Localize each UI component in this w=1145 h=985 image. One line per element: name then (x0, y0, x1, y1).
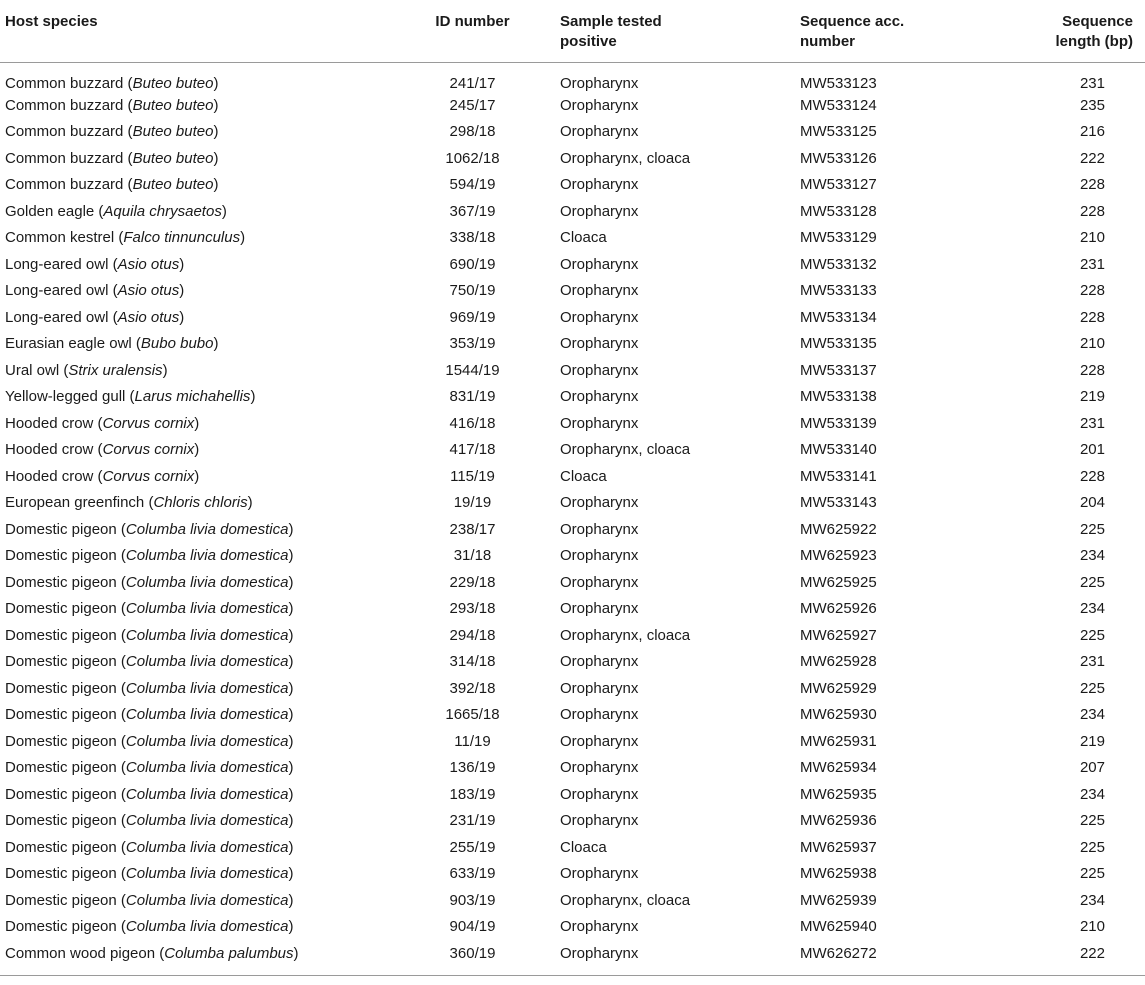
id-number-cell: 314/18 (449, 653, 496, 671)
table-row (0, 702, 1145, 729)
table-row (0, 596, 1145, 623)
id-number-cell: 904/19 (449, 918, 496, 936)
accession-cell: MW533124 (800, 96, 877, 114)
id-number-cell: 183/19 (449, 785, 496, 803)
id-number-cell: 750/19 (449, 282, 496, 300)
accession-cell: MW533135 (800, 335, 877, 353)
latin-name: Larus michahellis (134, 388, 251, 406)
length-cell: 231 (1079, 414, 1105, 432)
length-cell: 210 (1079, 918, 1105, 936)
sample-cell: Oropharynx (560, 520, 639, 538)
length-cell: 228 (1079, 361, 1105, 379)
latin-name: Columba livia domestica (125, 785, 289, 803)
host-species-cell: Long-eared owl (Asio otus) (5, 308, 185, 326)
length-cell: 204 (1079, 494, 1105, 512)
accession-cell: MW625936 (800, 812, 877, 830)
sample-cell: Oropharynx (560, 812, 639, 830)
latin-name: Buteo buteo (132, 176, 214, 194)
table-row (0, 649, 1145, 676)
sample-cell: Oropharynx (560, 759, 639, 777)
latin-name: Corvus cornix (102, 441, 195, 459)
table-row (0, 517, 1145, 544)
host-species-cell: Domestic pigeon (Columba livia domestica) (5, 706, 294, 724)
accession-cell: MW625923 (800, 547, 877, 565)
header-row (0, 0, 1145, 62)
length-cell: 225 (1079, 838, 1105, 856)
host-species-cell: Yellow-legged gull (Larus michahellis) (5, 388, 256, 406)
accession-cell: MW625930 (800, 706, 877, 724)
accession-cell: MW625928 (800, 653, 877, 671)
id-number-cell: 255/19 (449, 838, 496, 856)
header-host-species: Host species (5, 13, 98, 30)
length-cell: 210 (1079, 335, 1105, 353)
accession-cell: MW533133 (800, 282, 877, 300)
latin-name: Chloris chloris (153, 494, 248, 512)
id-number-cell: 19/19 (453, 494, 492, 512)
latin-name: Columba livia domestica (125, 547, 289, 565)
id-number-cell: 229/18 (449, 573, 496, 591)
host-species-cell: Domestic pigeon (Columba livia domestica) (5, 918, 294, 936)
id-number-cell: 338/18 (449, 229, 496, 247)
table-row (0, 411, 1145, 438)
table-row (0, 93, 1145, 120)
table-row (0, 172, 1145, 199)
host-species-cell: Domestic pigeon (Columba livia domestica) (5, 732, 294, 750)
length-cell: 234 (1079, 785, 1105, 803)
length-cell: 216 (1079, 123, 1105, 141)
latin-name: Bubo bubo (140, 335, 214, 353)
host-species-cell: Common buzzard (Buteo buteo) (5, 149, 219, 167)
table-row (0, 914, 1145, 941)
table-row (0, 623, 1145, 650)
id-number-cell: 1544/19 (445, 361, 500, 379)
latin-name: Buteo buteo (132, 74, 214, 92)
sample-cell: Oropharynx, cloaca (560, 149, 691, 167)
sample-cell: Oropharynx (560, 74, 639, 92)
length-cell: 225 (1079, 812, 1105, 830)
table-row (0, 729, 1145, 756)
length-cell: 234 (1079, 547, 1105, 565)
host-species-cell: European greenfinch (Chloris chloris) (5, 494, 253, 512)
latin-name: Columba livia domestica (125, 759, 289, 777)
length-cell: 219 (1079, 388, 1105, 406)
id-number-cell: 1665/18 (445, 706, 500, 724)
latin-name: Buteo buteo (132, 149, 214, 167)
sample-cell: Oropharynx, cloaca (560, 891, 691, 909)
id-number-cell: 115/19 (450, 467, 495, 485)
table-row (0, 543, 1145, 570)
table-row (0, 278, 1145, 305)
host-species-cell: Common buzzard (Buteo buteo) (5, 123, 219, 141)
sample-cell: Oropharynx (560, 176, 639, 194)
length-cell: 225 (1079, 520, 1105, 538)
table-row (0, 146, 1145, 173)
table-header (0, 0, 1145, 62)
sample-cell: Oropharynx (560, 600, 639, 618)
id-number-cell: 245/17 (449, 96, 496, 114)
host-species-cell: Common buzzard (Buteo buteo) (5, 96, 219, 114)
length-cell: 228 (1079, 282, 1105, 300)
host-species-cell: Hooded crow (Corvus cornix) (5, 467, 200, 485)
id-number-cell: 360/19 (449, 944, 496, 962)
sample-cell: Oropharynx, cloaca (560, 441, 691, 459)
sample-cell: Oropharynx (560, 255, 639, 273)
sample-cell: Oropharynx (560, 547, 639, 565)
length-cell: 228 (1079, 308, 1105, 326)
id-number-cell: 11/19 (454, 732, 491, 750)
accession-cell: MW533141 (800, 467, 877, 485)
host-species-cell: Domestic pigeon (Columba livia domestica) (5, 785, 294, 803)
latin-name: Columba livia domestica (125, 679, 289, 697)
host-species-cell: Domestic pigeon (Columba livia domestica) (5, 600, 294, 618)
id-number-cell: 594/19 (449, 176, 496, 194)
id-number-cell: 298/18 (449, 123, 496, 141)
host-species-cell: Hooded crow (Corvus cornix) (5, 414, 200, 432)
host-species-cell: Ural owl (Strix uralensis) (5, 361, 168, 379)
latin-name: Columba palumbus (164, 944, 294, 962)
id-number-cell: 294/18 (449, 626, 496, 644)
sample-cell: Oropharynx (560, 865, 639, 883)
table-row (0, 808, 1145, 835)
header-sequence-acc: Sequence acc. number (800, 13, 905, 50)
latin-name: Columba livia domestica (125, 653, 289, 671)
latin-name: Columba livia domestica (125, 626, 289, 644)
id-number-cell: 969/19 (449, 308, 496, 326)
sample-cell: Oropharynx (560, 706, 639, 724)
sample-cell: Oropharynx (560, 785, 639, 803)
table-row (0, 358, 1145, 385)
length-cell: 225 (1079, 865, 1105, 883)
host-species-cell: Long-eared owl (Asio otus) (5, 255, 185, 273)
host-species-cell: Domestic pigeon (Columba livia domestica) (5, 679, 294, 697)
table-row (0, 490, 1145, 517)
latin-name: Columba livia domestica (125, 732, 289, 750)
length-cell: 228 (1079, 202, 1105, 220)
host-species-cell: Hooded crow (Corvus cornix) (5, 441, 200, 459)
length-cell: 225 (1079, 679, 1105, 697)
accession-cell: MW533125 (800, 123, 877, 141)
latin-name: Columba livia domestica (125, 865, 289, 883)
accession-cell: MW625927 (800, 626, 877, 644)
accession-cell: MW625935 (800, 785, 877, 803)
latin-name: Falco tinnunculus (123, 229, 241, 247)
sample-cell: Oropharynx (560, 732, 639, 750)
latin-name: Columba livia domestica (125, 918, 289, 936)
header-sample-tested: Sample tested positive (560, 13, 662, 50)
length-cell: 234 (1079, 600, 1105, 618)
accession-cell: MW625934 (800, 759, 877, 777)
accession-cell: MW625925 (800, 573, 877, 591)
accession-cell: MW625926 (800, 600, 877, 618)
sample-cell: Oropharynx (560, 308, 639, 326)
accession-cell: MW533129 (800, 229, 877, 247)
id-number-cell: 1062/18 (445, 149, 500, 167)
length-cell: 219 (1079, 732, 1105, 750)
latin-name: Columba livia domestica (125, 838, 289, 856)
latin-name: Aquila chrysaetos (103, 202, 222, 220)
id-number-cell: 241/17 (449, 74, 496, 92)
host-species-cell: Domestic pigeon (Columba livia domestica) (5, 838, 294, 856)
sample-cell: Oropharynx (560, 494, 639, 512)
host-species-cell: Domestic pigeon (Columba livia domestica) (5, 653, 294, 671)
host-species-cell: Common buzzard (Buteo buteo) (5, 176, 219, 194)
accession-cell: MW626272 (800, 944, 877, 962)
length-cell: 225 (1079, 626, 1105, 644)
id-number-cell: 367/19 (449, 202, 496, 220)
header-id-number: ID number (435, 13, 510, 30)
accession-cell: MW533143 (800, 494, 877, 512)
latin-name: Columba livia domestica (125, 520, 289, 538)
accession-cell: MW533126 (800, 149, 877, 167)
accession-cell: MW625922 (800, 520, 877, 538)
length-cell: 231 (1079, 74, 1105, 92)
length-cell: 201 (1079, 441, 1105, 459)
host-species-cell: Domestic pigeon (Columba livia domestica) (5, 812, 294, 830)
sample-cell: Oropharynx (560, 202, 639, 220)
id-number-cell: 392/18 (449, 679, 496, 697)
accession-cell: MW533132 (800, 255, 877, 273)
table-row (0, 305, 1145, 332)
host-species-cell: Golden eagle (Aquila chrysaetos) (5, 202, 227, 220)
id-number-cell: 903/19 (449, 891, 496, 909)
table-row (0, 225, 1145, 252)
host-species-cell: Domestic pigeon (Columba livia domestica) (5, 547, 294, 565)
id-number-cell: 690/19 (449, 255, 496, 273)
host-species-cell: Domestic pigeon (Columba livia domestica) (5, 520, 294, 538)
host-species-cell: Common kestrel (Falco tinnunculus) (5, 229, 246, 247)
latin-name: Corvus cornix (102, 414, 195, 432)
id-number-cell: 238/17 (449, 520, 496, 538)
header-sequence-length: Sequence length (bp) (1055, 13, 1133, 50)
sample-cell: Oropharynx (560, 123, 639, 141)
table-row (0, 384, 1145, 411)
host-species-cell: Domestic pigeon (Columba livia domestica) (5, 759, 294, 777)
sample-cell: Oropharynx (560, 653, 639, 671)
accession-cell: MW533128 (800, 202, 877, 220)
table-row (0, 888, 1145, 915)
accession-cell: MW625929 (800, 679, 877, 697)
host-species-cell: Common buzzard (Buteo buteo) (5, 74, 219, 92)
table-row (0, 676, 1145, 703)
id-number-cell: 231/19 (449, 812, 496, 830)
accession-cell: MW533137 (800, 361, 877, 379)
table-row (0, 331, 1145, 358)
length-cell: 222 (1079, 944, 1105, 962)
id-number-cell: 136/19 (449, 759, 496, 777)
latin-name: Columba livia domestica (125, 706, 289, 724)
host-species-cell: Domestic pigeon (Columba livia domestica) (5, 891, 294, 909)
sample-cell: Oropharynx (560, 414, 639, 432)
latin-name: Asio otus (117, 282, 180, 300)
table-row (0, 464, 1145, 491)
id-number-cell: 417/18 (449, 441, 496, 459)
table-row (0, 570, 1145, 597)
sample-cell: Oropharynx (560, 335, 639, 353)
table-row (0, 755, 1145, 782)
length-cell: 228 (1079, 467, 1105, 485)
latin-name: Asio otus (117, 308, 180, 326)
accession-cell: MW533134 (800, 308, 877, 326)
length-cell: 228 (1079, 176, 1105, 194)
id-number-cell: 31/18 (453, 547, 492, 565)
id-number-cell: 416/18 (449, 414, 496, 432)
sample-cell: Oropharynx (560, 282, 639, 300)
length-cell: 222 (1079, 149, 1105, 167)
sample-cell: Oropharynx (560, 388, 639, 406)
latin-name: Buteo buteo (132, 123, 214, 141)
length-cell: 210 (1079, 229, 1105, 247)
id-number-cell: 353/19 (449, 335, 496, 353)
table-row (0, 252, 1145, 279)
sample-cell: Oropharynx, cloaca (560, 626, 691, 644)
table-row (0, 835, 1145, 862)
host-species-cell: Common wood pigeon (Columba palumbus) (5, 944, 299, 962)
accession-cell: MW625940 (800, 918, 877, 936)
accession-cell: MW625938 (800, 865, 877, 883)
latin-name: Columba livia domestica (125, 600, 289, 618)
host-species-cell: Domestic pigeon (Columba livia domestica) (5, 626, 294, 644)
table-row (0, 782, 1145, 809)
sample-cell: Oropharynx (560, 918, 639, 936)
sample-cell: Oropharynx (560, 573, 639, 591)
length-cell: 225 (1079, 573, 1105, 591)
accession-cell: MW533138 (800, 388, 877, 406)
length-cell: 207 (1079, 759, 1105, 777)
host-species-cell: Long-eared owl (Asio otus) (5, 282, 185, 300)
latin-name: Columba livia domestica (125, 891, 289, 909)
latin-name: Strix uralensis (68, 361, 163, 379)
table-row (0, 941, 1145, 968)
length-cell: 234 (1079, 891, 1105, 909)
id-number-cell: 633/19 (449, 865, 496, 883)
length-cell: 234 (1079, 706, 1105, 724)
id-number-cell: 831/19 (449, 388, 496, 406)
accession-cell: MW533140 (800, 441, 877, 459)
length-cell: 231 (1079, 653, 1105, 671)
accession-cell: MW533127 (800, 176, 877, 194)
sample-cell: Oropharynx (560, 944, 639, 962)
latin-name: Columba livia domestica (125, 573, 289, 591)
host-species-cell: Eurasian eagle owl (Bubo bubo) (5, 335, 219, 353)
table-row (0, 861, 1145, 888)
accession-cell: MW625931 (800, 732, 877, 750)
latin-name: Columba livia domestica (125, 812, 289, 830)
latin-name: Corvus cornix (102, 467, 195, 485)
sample-cell: Oropharynx (560, 361, 639, 379)
host-species-cell: Domestic pigeon (Columba livia domestica) (5, 865, 294, 883)
accession-cell: MW625939 (800, 891, 877, 909)
sample-cell: Cloaca (560, 229, 607, 247)
table-body (0, 62, 1145, 967)
accession-cell: MW533139 (800, 414, 877, 432)
length-cell: 235 (1079, 96, 1105, 114)
sample-cell: Oropharynx (560, 679, 639, 697)
accession-cell: MW625937 (800, 838, 877, 856)
table-row (0, 437, 1145, 464)
latin-name: Asio otus (117, 255, 180, 273)
table-row (0, 62, 1145, 93)
table-bottom-rule (0, 975, 1145, 976)
sample-cell: Cloaca (560, 467, 607, 485)
sample-cell: Cloaca (560, 838, 607, 856)
table-row (0, 119, 1145, 146)
sample-cell: Oropharynx (560, 96, 639, 114)
host-species-cell: Domestic pigeon (Columba livia domestica) (5, 573, 294, 591)
table-row (0, 199, 1145, 226)
length-cell: 231 (1079, 255, 1105, 273)
id-number-cell: 293/18 (449, 600, 496, 618)
latin-name: Buteo buteo (132, 96, 214, 114)
accession-cell: MW533123 (800, 74, 877, 92)
